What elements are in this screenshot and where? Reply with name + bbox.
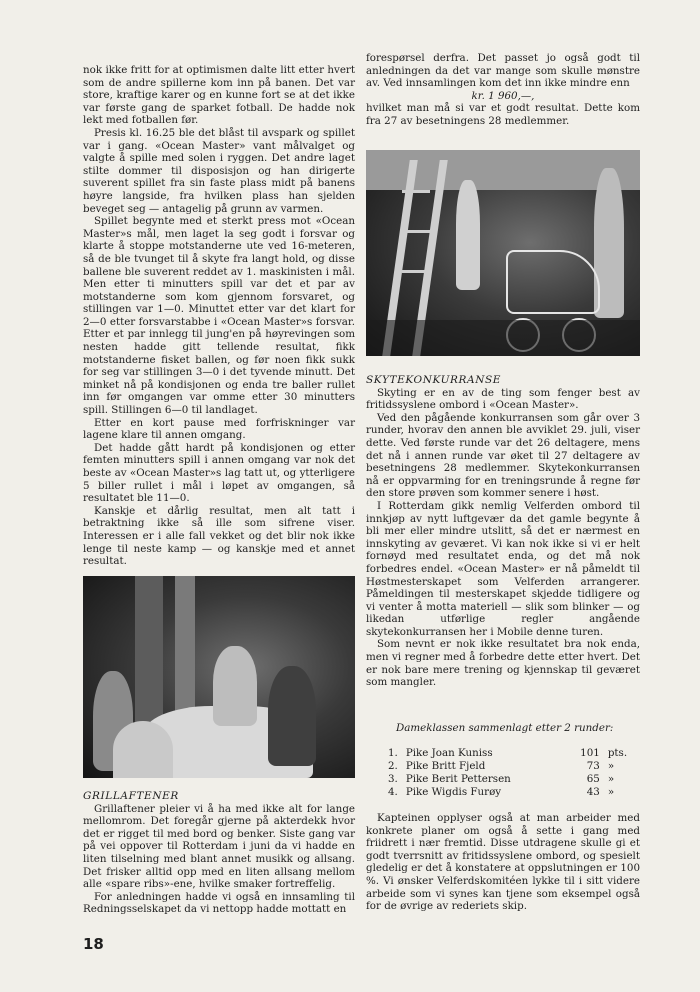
closing-section (366, 812, 640, 913)
results-score: 65 (586, 772, 600, 785)
results-score: 101 (580, 746, 600, 759)
paragraph: I Rotterdam gikk nemlig Velferden ombord til innkjøp av nytt luftgevær da det gamle begynte å bli mer eller mindre utslitt, så det er nærmest en innskyting av geværet. Vi kan nok ikke si vi er helt fornøyd med resultatet enda, og det må nok forbedres endel. «Ocean Master» er nå påmeldt til Høstmesterskapet som Velferden arrangerer. Påmeldingen til mesterskapet skjedde tidligere og vi venter å motta materiell — slik som blinker — og likedan utførlige regler angående skytekonkurransen her i Mobile denne turen. (366, 499, 640, 638)
paragraph: Grillaftener pleier vi å ha med ikke alt for lange mellomrom. Det foregår gjerne på akterdekk hvor det er rigget til med bord og benker. Siste gang var på vei oppover til Rotterdam i juni da vi hadde en liten tilselning med blant annet musikk og allsang. Det frisker alltid opp med en liten allsang mellom alle «spare ribs»-ene, hvilke smaker fortreffelig. (83, 802, 355, 891)
results-unit: pts. (607, 746, 628, 759)
donation-amount: kr. 1 960,—, (471, 89, 535, 102)
paragraph: Skyting er en av de ting som fenger best av fritidssyslene ombord i «Ocean Master». (366, 386, 640, 412)
paragraph: Etter en kort pause med forfriskninger var lagene klare til annen omgang. (83, 416, 355, 442)
results-rank: 4. (388, 785, 398, 798)
paragraph: Presis kl. 16.25 ble det blåst til avspark og spillet var i gang. «Ocean Master» vant målvalget og valgte å spille med solen i ryggen. Det andre laget stilte dommer til disposisjon og han dirigerte suverent spillet fra sin faste plass midt på banens høyre langside, fra hvilken plass han sjelden beveget seg — antagelig på grunn av varmen. (83, 126, 355, 215)
results-score: 73 (586, 759, 600, 772)
results-name: Pike Britt Fjeld (405, 759, 486, 772)
results-row (384, 786, 631, 799)
deck-photo (366, 150, 640, 356)
results-score: 43 (586, 785, 600, 798)
results-rank: 2. (388, 759, 398, 772)
results-unit: » (607, 785, 615, 798)
results-unit: » (607, 759, 615, 772)
paragraph: hvilket man må si var et godt resultat. Dette kom fra 27 av besetningens 28 medlemmer. (366, 102, 640, 127)
results-section (366, 722, 640, 799)
results-name: Pike Berit Pettersen (405, 772, 511, 785)
results-rank: 1. (388, 746, 398, 759)
right-column-intro (366, 52, 640, 128)
results-name: Pike Wigdis Furøy (405, 785, 502, 798)
results-rank: 3. (388, 772, 398, 785)
grill-section (83, 790, 355, 916)
results-name: Pike Joan Kuniss (405, 746, 493, 759)
paragraph: For anledningen hadde vi også en innsamling til Redningsselskapet da vi nettopp hadde mottatt en (83, 890, 355, 916)
paragraph: nok ikke fritt for at optimismen dalte litt etter hvert som de andre spillerne kom inn på banen. Det var store, kraftige karer og en kunne fort se at det ikke var første gang de sparket fotball. De hadde nok lekt med fotballen før. (83, 64, 355, 127)
results-title: Dameklassen sammenlagt etter 2 runder: (396, 722, 614, 734)
paragraph: Spillet begynte med et sterkt press mot «Ocean Master»s mål, men laget la seg godt i forsvar og klarte å stoppe motstanderne ute ved 16-meteren, så de ble tvunget til å skyte fra langt hold, og disse ballene ble suverent reddet av 1. maskinisten i mål. Men etter ti minutters spill var det et par av motstanderne som kom gjennom forsvaret, og stillingen var 1—0. Minuttet etter var det klart for 2—0 etter forsvarstabbe i «Ocean Master»s forsvar. Etter et par innlegg til jung'en på høyrevingen som nesten hadde gitt tellende resultat, fikk motstanderne fisket ballen, og før noen fikk sukk for seg var stillingen 3—0 i det tyvende minutt. Det minket nå på kondisjonen og enda tre baller rullet inn før omgangen var omme etter 30 minutters spill. Stillingen 6—0 til landlaget. (83, 215, 355, 417)
paragraph: forespørsel derfra. Det passet jo også godt til anledningen da det var mange som skulle mønstre av. Ved innsamlingen kom det inn ikke mindre enn (366, 52, 640, 90)
paragraph: Det hadde gått hardt på kondisjonen og etter femten minutters spill i annen omgang var nok det beste av «Ocean Master»s lag tatt ut, og ytterligere 5 biller rullet i mål i løpet av omgangen, så resultatet ble 11—0. (83, 441, 355, 505)
results-row (384, 773, 631, 786)
page-number: 18 (83, 935, 104, 953)
results-table (384, 747, 631, 799)
results-unit: » (607, 772, 615, 785)
paragraph: Som nevnt er nok ikke resultatet bra nok enda, men vi regner med å forbedre dette etter hvert. Det er nok bare mere trening og kjennskap til geværet som mangler. (366, 638, 640, 689)
results-row (384, 747, 631, 760)
section-heading: SKYTEKONKURRANSE (366, 374, 502, 386)
results-row (384, 760, 631, 773)
paragraph: Kapteinen opplyser også at man arbeider med konkrete planer om også å sette i gang med friidrett i nær fremtid. Disse utdragene skulle gi et godt tverrsnitt av fritidssyslene ombord, og spesielt gledelig er det å konstatere at oppslutningen er 100 %. Vi ønsker Velferdskomitéen lykke til i sitt videre arbeide som vi synes kan tjene som eksempel også for de øvrige av rederiets skip. (366, 812, 640, 913)
left-column-text (83, 64, 355, 568)
paragraph: Kanskje et dårlig resultat, men alt tatt i betraktning ikke så ille som sifrene viser. Interessen er i alle fall vekket og det blir nok ikke lenge til neste kamp — og kanskje med et annet resultat. (83, 504, 355, 568)
skyte-section (366, 374, 640, 689)
paragraph: Ved den pågående konkurransen som går over 3 runder, hvorav den annen ble avviklet 29. juli, viser dette. Ved første runde var det 26 deltagere, mens det nå i annen runde var øket til 27 deltagere av besetningens 28 medlemmer. Skytekonkurransen nå er oppvarming for en treningsrunde å regne før den store prøven som kommer senere i høst. (366, 411, 640, 500)
grill-evening-photo (83, 576, 355, 778)
section-heading: GRILLAFTENER (83, 790, 179, 802)
